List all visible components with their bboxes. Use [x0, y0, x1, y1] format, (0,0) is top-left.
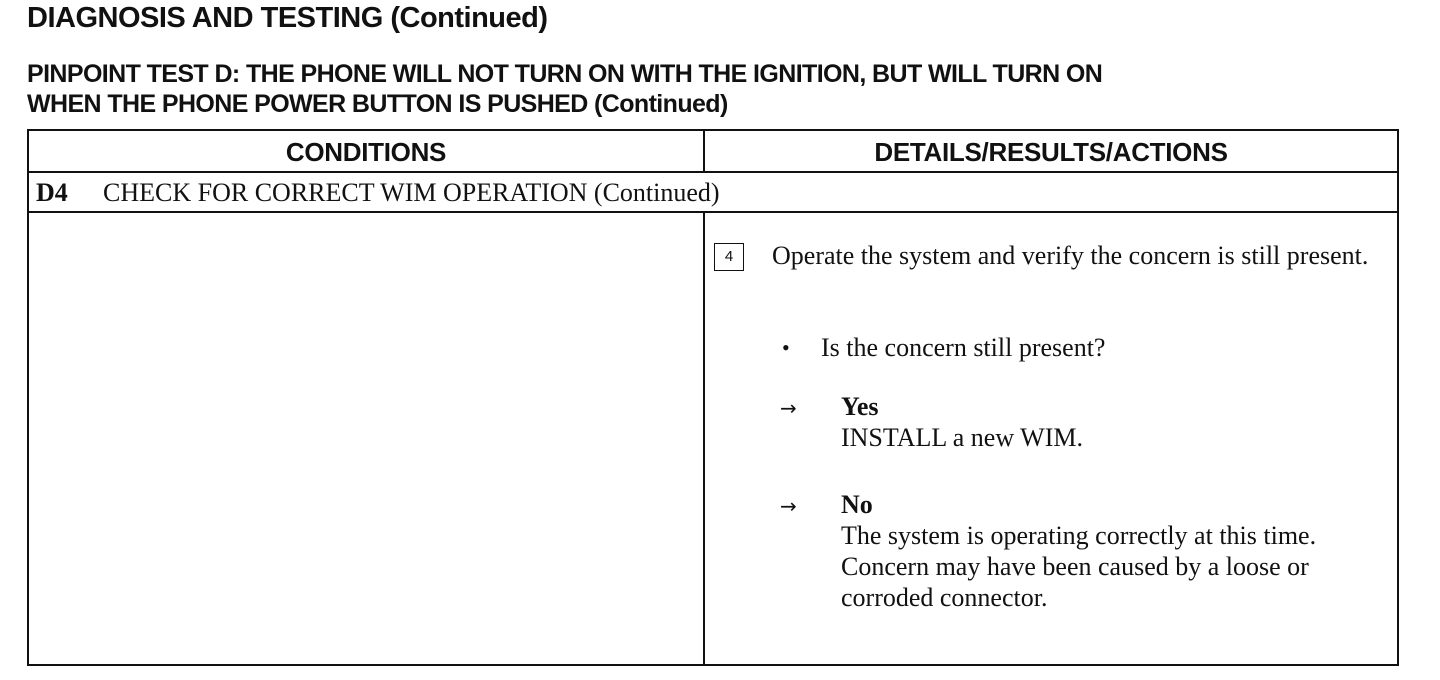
section-code: D4	[36, 178, 68, 207]
arrow-right-icon: →	[780, 494, 797, 518]
answer-no-action	[841, 520, 1401, 613]
pinpoint-test-title	[27, 59, 1407, 119]
step-instruction: Operate the system and verify the concern is still present.	[772, 241, 1369, 270]
pinpoint-test-title-line-2: WHEN THE PHONE POWER BUTTON IS PUSHED (Continued)	[27, 90, 728, 118]
page-title: DIAGNOSIS AND TESTING (Continued)	[27, 2, 548, 34]
pinpoint-test-table	[27, 129, 1399, 666]
step-number-box: 4	[714, 243, 744, 271]
section-row	[29, 173, 1397, 213]
section-title: CHECK FOR CORRECT WIM OPERATION (Continued)	[103, 178, 720, 207]
answer-yes-label: Yes	[841, 392, 879, 421]
answer-no-line: corroded connector.	[841, 583, 1048, 612]
arrow-right-icon: →	[780, 396, 797, 420]
column-divider-header	[703, 131, 705, 173]
pinpoint-test-title-line-1: PINPOINT TEST D: THE PHONE WILL NOT TURN ON WITH THE IGNITION, BUT WILL TURN ON	[27, 60, 1103, 88]
step-question: Is the concern still present?	[821, 333, 1106, 362]
answer-no-line: Concern may have been caused by a loose or	[841, 552, 1309, 581]
column-header-conditions: CONDITIONS	[285, 137, 447, 167]
bullet-icon: •	[782, 335, 790, 360]
details-cell	[705, 213, 1397, 664]
column-header-details: DETAILS/RESULTS/ACTIONS	[874, 137, 1228, 167]
answer-no-label: No	[841, 490, 873, 519]
answer-no-line: The system is operating correctly at this time.	[841, 521, 1317, 550]
answer-yes-action: INSTALL a new WIM.	[841, 423, 1083, 452]
table-header-row	[29, 131, 1397, 173]
